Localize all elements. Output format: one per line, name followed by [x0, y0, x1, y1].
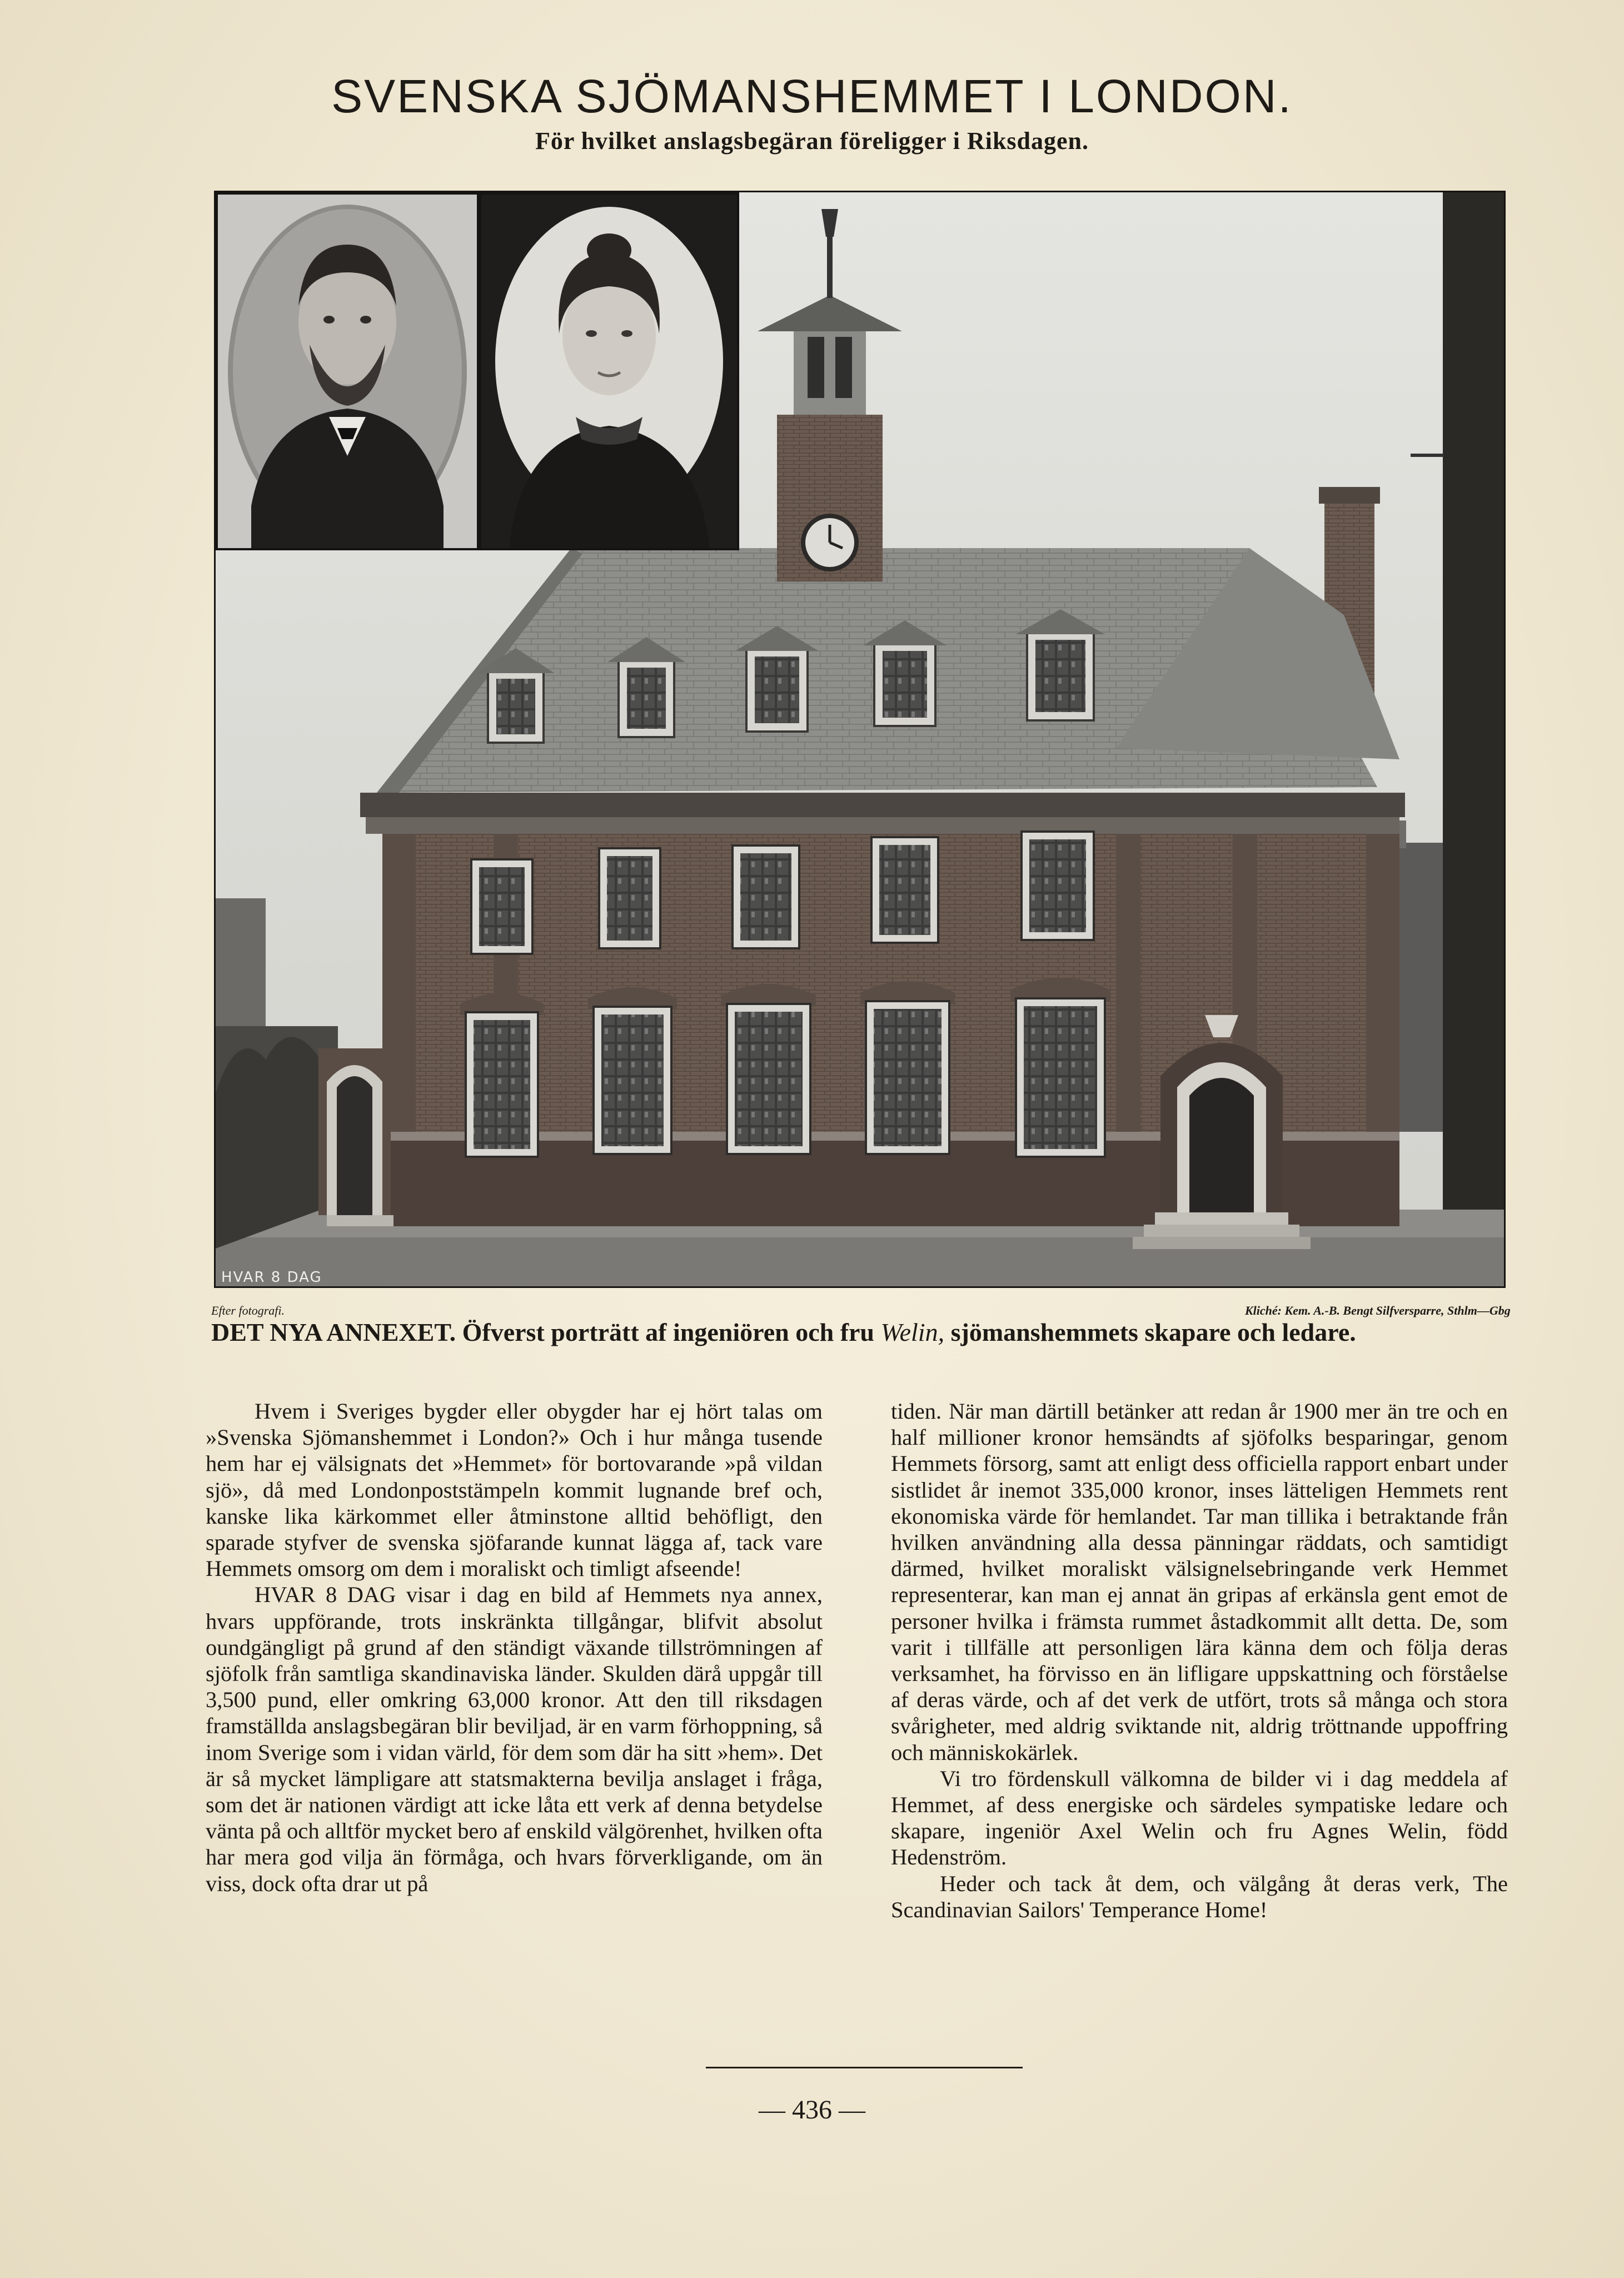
article-paragraph: tiden. När man därtill betänker att redan år 1900 mer än tre och en half millioner kronor hemsändts af sjöfolks besparingar, genom Hemmets försorg, samt att enligt dess officiella rapport enbart under sistlidet år inemot 335,000 kronor, inses lätteligen Hemmets rent ekonomiska värde för hemlandet. Tar man tillika i betraktande från hvilken användning alla dessa pänningar räddats, och samtidigt därmed, hvilket moraliskt välsignelsebringande verk Hemmet representerar, kan man ej annat än gripas af erkänsla gent emot de personer hvilka i främsta rummet åstadkommit allt detta. De, som varit i tillfälle att personligen lära känna dem och följa deras verksamhet, ha förvisso en än lifligare uppskattning och förståelse af deras värde, och af det verk de utfört, trots så många och stora svårigheter, med aldrig sviktande nit, aldrig tröttnande uppoffring och människokärlek. — [891, 1399, 1508, 1765]
page-number: — 436 — — [759, 2095, 865, 2125]
photo-credit: Efter fotografi. — [211, 1304, 285, 1317]
article-column-left — [206, 1398, 823, 1897]
article-paragraph: Hvem i Sveriges bygder eller obygder har ej hört talas om »Svenska Sjömanshemmet i London?» Och i hur många tusende hem har ej välsignats det »Hemmet» för bortovarande »på vildan sjö», då med Londonpoststämpeln kommit lugnande bref och, kanske lika kärkommet eller åtminstone alltid behöfligt, den sparade styfver de svenska sjöfarande kunnat lägga af, tack vare Hemmets omsorg om dem i moraliskt och timligt afseende! — [206, 1399, 823, 1581]
page-subtitle: För hvilket anslagsbegäran föreligger i Riksdagen. — [535, 127, 1089, 155]
article-paragraph: HVAR 8 DAG visar i dag en bild af Hemmets nya annex, hvars uppförande, trots inskränkta tillgångar, blifvit absolut oundgängligt på grund af den ständigt växande tillströmningen af sjöfolk från samtliga skandinaviska länder. Skulden därå uppgår till 3,500 pund, eller omkring 63,000 kronor. Att den till riksdagen framställda anslagsbegäran blir beviljad, är en varm förhoppning, så inom Sverige som i vidan värld, för dem som där ha sitt »hem». Det är så mycket lämpligare att statsmakterna bevilja anslaget i fråga, som det är nationen värdigt att icke låta ett verk af denna betydelse vänta på och alltför mycket bero af enskild välgörenhet, hvilken ofta har mera god vilja än förmåga, och hvars förverkligande, om än viss, dock ofta drar ut på — [206, 1582, 823, 1896]
caption-lead: DET NYA ANNEXET. — [211, 1318, 456, 1346]
caption-tail: sjömanshemmets skapare och ledare. — [950, 1318, 1356, 1346]
annex-photograph — [214, 191, 1506, 1288]
caption-name: Welin, — [880, 1318, 945, 1346]
article-paragraph: Vi tro fördenskull välkomna de bilder vi i dag meddela af Hemmet, af dess energiske och särdeles sympatiske ledare och skapare, ingeniör Axel Welin och fru Agnes Welin, född Hedenström. — [891, 1765, 1508, 1870]
portrait-axel-welin — [216, 192, 479, 550]
figure-caption — [211, 1317, 1506, 1347]
article-column-right — [891, 1398, 1508, 1923]
article-paragraph: Heder och tack åt dem, och välgång åt deras verk, The Scandinavian Sailors' Temperance Home! — [891, 1871, 1508, 1922]
page-title: SVENSKA SJÖMANSHEMMET I LONDON. — [331, 70, 1293, 122]
cliche-credit: Kliché: Kem. A.-B. Bengt Silfversparre, Sthlm—Gbg — [1245, 1304, 1511, 1317]
footer-rule — [706, 2067, 1023, 2068]
caption-main: Öfverst porträtt af ingeniören och fru — [462, 1318, 875, 1346]
portrait-agnes-welin — [479, 192, 739, 550]
photo-watermark: HVAR 8 DAG — [221, 1269, 322, 1286]
